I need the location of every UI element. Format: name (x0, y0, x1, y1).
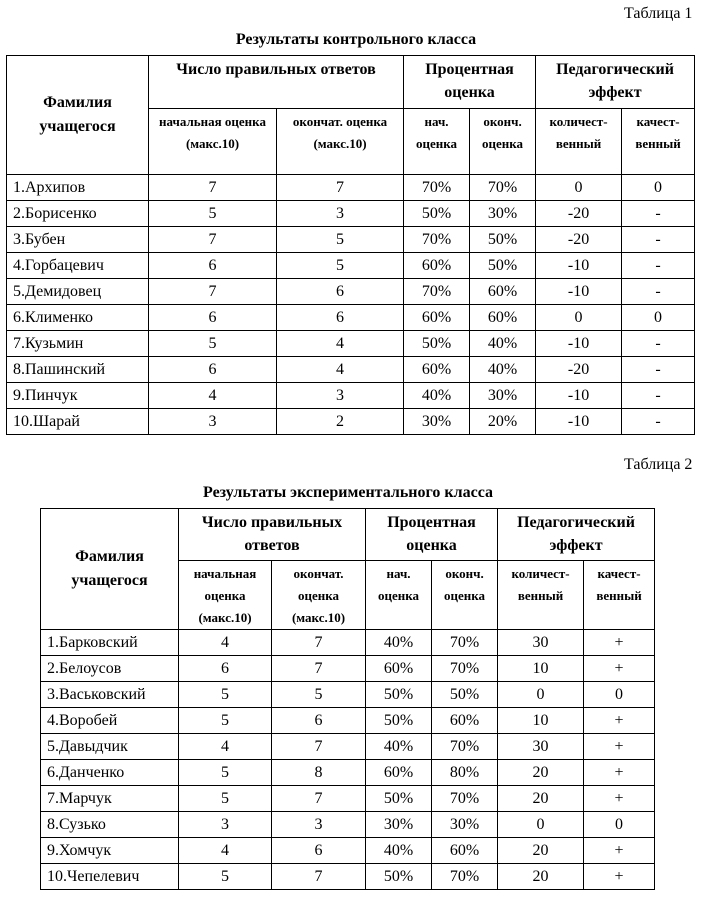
final-score-cell: 6 (277, 305, 404, 331)
initial-pct-cell: 50% (404, 331, 470, 357)
final-score-cell: 3 (272, 812, 366, 838)
initial-pct-cell: 50% (404, 201, 470, 227)
student-name-cell: 1.Архипов (7, 175, 149, 201)
qualitative-effect-cell: + (584, 708, 655, 734)
final-score-cell: 3 (277, 383, 404, 409)
quantitative-effect-cell: -20 (536, 357, 622, 383)
quantitative-effect-cell: 0 (498, 682, 584, 708)
final-pct-cell: 60% (470, 279, 536, 305)
qualitative-effect-cell: - (622, 357, 695, 383)
initial-pct-cell: 70% (404, 175, 470, 201)
qualitative-effect-cell: - (622, 409, 695, 435)
initial-pct-cell: 70% (404, 279, 470, 305)
student-name-cell: 5.Давыдчик (41, 734, 179, 760)
initial-score-cell: 5 (149, 201, 277, 227)
final-score-cell: 7 (272, 786, 366, 812)
student-name-cell: 3.Васьковский (41, 682, 179, 708)
header-quantitative: количест-венный (536, 109, 622, 175)
quantitative-effect-cell: -10 (536, 253, 622, 279)
student-name-cell: 6.Клименко (7, 305, 149, 331)
qualitative-effect-cell: 0 (584, 812, 655, 838)
header-initial-score: начальная оценка (макс.10) (179, 561, 272, 630)
initial-score-cell: 7 (149, 227, 277, 253)
student-name-cell: 7.Марчук (41, 786, 179, 812)
initial-score-cell: 4 (179, 630, 272, 656)
final-pct-cell: 50% (470, 227, 536, 253)
table-row (7, 357, 695, 383)
initial-score-cell: 4 (179, 838, 272, 864)
final-pct-cell: 50% (432, 682, 498, 708)
initial-pct-cell: 50% (366, 864, 432, 890)
initial-score-cell: 6 (149, 253, 277, 279)
initial-score-cell: 7 (149, 279, 277, 305)
final-pct-cell: 40% (470, 331, 536, 357)
header-qualitative: качест-венный (622, 109, 695, 175)
initial-score-cell: 4 (149, 383, 277, 409)
quantitative-effect-cell: -10 (536, 409, 622, 435)
final-pct-cell: 60% (470, 305, 536, 331)
initial-pct-cell: 40% (366, 838, 432, 864)
table-row (7, 175, 695, 201)
initial-score-cell: 5 (149, 331, 277, 357)
table-row (41, 864, 655, 890)
header-qualitative: качест-венный (584, 561, 655, 630)
qualitative-effect-cell: + (584, 630, 655, 656)
qualitative-effect-cell: 0 (622, 305, 695, 331)
student-name-cell: 1.Барковский (41, 630, 179, 656)
quantitative-effect-cell: -10 (536, 331, 622, 357)
student-name-cell: 3.Бубен (7, 227, 149, 253)
final-pct-cell: 60% (432, 838, 498, 864)
control-class-table (6, 55, 695, 435)
table1-number: Таблица 1 (624, 5, 693, 22)
final-score-cell: 6 (272, 708, 366, 734)
header-surname: Фамилия учащегося (41, 509, 179, 630)
final-score-cell: 6 (272, 838, 366, 864)
initial-pct-cell: 50% (366, 708, 432, 734)
initial-pct-cell: 30% (404, 409, 470, 435)
final-pct-cell: 20% (470, 409, 536, 435)
table-row (41, 760, 655, 786)
table-row (7, 253, 695, 279)
header-initial-score: начальная оценка (макс.10) (149, 109, 277, 175)
quantitative-effect-cell: 30 (498, 630, 584, 656)
qualitative-effect-cell: + (584, 734, 655, 760)
quantitative-effect-cell: -10 (536, 279, 622, 305)
initial-pct-cell: 50% (366, 682, 432, 708)
table-row (41, 682, 655, 708)
student-name-cell: 6.Данченко (41, 760, 179, 786)
quantitative-effect-cell: 0 (536, 305, 622, 331)
header-percent-score: Процентная оценка (404, 56, 536, 109)
initial-score-cell: 5 (179, 864, 272, 890)
initial-score-cell: 5 (179, 682, 272, 708)
header-final-score: окончат. оценка (макс.10) (272, 561, 366, 630)
final-score-cell: 5 (277, 227, 404, 253)
table-row (41, 630, 655, 656)
initial-score-cell: 5 (179, 786, 272, 812)
table-row (7, 279, 695, 305)
table-row (7, 227, 695, 253)
qualitative-effect-cell: + (584, 786, 655, 812)
qualitative-effect-cell: - (622, 227, 695, 253)
final-score-cell: 7 (272, 864, 366, 890)
initial-pct-cell: 60% (366, 760, 432, 786)
table2-title: Результаты экспериментального класса (203, 484, 493, 501)
initial-score-cell: 3 (149, 409, 277, 435)
final-score-cell: 6 (277, 279, 404, 305)
initial-score-cell: 4 (179, 734, 272, 760)
header-initial-pct: нач. оценка (404, 109, 470, 175)
quantitative-effect-cell: -10 (536, 383, 622, 409)
table-row (41, 786, 655, 812)
qualitative-effect-cell: - (622, 201, 695, 227)
final-pct-cell: 70% (432, 786, 498, 812)
header-quantitative: количест-венный (498, 561, 584, 630)
header-ped-effect: Педагогический эффект (498, 509, 655, 561)
final-score-cell: 7 (272, 656, 366, 682)
header-percent-score: Процентная оценка (366, 509, 498, 561)
final-score-cell: 7 (272, 734, 366, 760)
initial-pct-cell: 40% (366, 734, 432, 760)
quantitative-effect-cell: 30 (498, 734, 584, 760)
header-final-score: окончат. оценка (макс.10) (277, 109, 404, 175)
quantitative-effect-cell: 20 (498, 786, 584, 812)
table-row (41, 734, 655, 760)
student-name-cell: 10.Шарай (7, 409, 149, 435)
final-pct-cell: 40% (470, 357, 536, 383)
initial-pct-cell: 40% (366, 630, 432, 656)
initial-pct-cell: 60% (404, 253, 470, 279)
initial-score-cell: 5 (179, 760, 272, 786)
student-name-cell: 8.Пашинский (7, 357, 149, 383)
initial-score-cell: 5 (179, 708, 272, 734)
table-row (7, 305, 695, 331)
table-row (41, 812, 655, 838)
initial-pct-cell: 40% (404, 383, 470, 409)
experimental-class-table (40, 508, 655, 890)
header-correct-answers: Число правильных ответов (149, 56, 404, 109)
initial-pct-cell: 30% (366, 812, 432, 838)
qualitative-effect-cell: + (584, 760, 655, 786)
student-name-cell: 4.Воробей (41, 708, 179, 734)
qualitative-effect-cell: + (584, 656, 655, 682)
quantitative-effect-cell: 10 (498, 708, 584, 734)
initial-pct-cell: 60% (404, 357, 470, 383)
table-row (7, 409, 695, 435)
table2-number: Таблица 2 (624, 456, 693, 473)
initial-pct-cell: 70% (404, 227, 470, 253)
qualitative-effect-cell: + (584, 864, 655, 890)
final-score-cell: 8 (272, 760, 366, 786)
quantitative-effect-cell: 20 (498, 838, 584, 864)
table1-title: Результаты контрольного класса (235, 31, 477, 48)
final-score-cell: 5 (272, 682, 366, 708)
header-final-pct: оконч. оценка (432, 561, 498, 630)
qualitative-effect-cell: 0 (584, 682, 655, 708)
header-correct-answers: Число правильных ответов (179, 509, 366, 561)
header-final-pct: оконч. оценка (470, 109, 536, 175)
initial-pct-cell: 50% (366, 786, 432, 812)
header-initial-pct: нач. оценка (366, 561, 432, 630)
qualitative-effect-cell: 0 (622, 175, 695, 201)
final-pct-cell: 70% (432, 734, 498, 760)
table-row (7, 383, 695, 409)
qualitative-effect-cell: - (622, 331, 695, 357)
student-name-cell: 9.Пинчук (7, 383, 149, 409)
qualitative-effect-cell: - (622, 279, 695, 305)
final-pct-cell: 30% (470, 383, 536, 409)
quantitative-effect-cell: 20 (498, 760, 584, 786)
quantitative-effect-cell: 10 (498, 656, 584, 682)
initial-pct-cell: 60% (366, 656, 432, 682)
final-score-cell: 2 (277, 409, 404, 435)
final-score-cell: 4 (277, 357, 404, 383)
header-surname: Фамилия учащегося (7, 56, 149, 175)
initial-score-cell: 7 (149, 175, 277, 201)
final-pct-cell: 30% (432, 812, 498, 838)
final-score-cell: 7 (272, 630, 366, 656)
student-name-cell: 5.Демидовец (7, 279, 149, 305)
quantitative-effect-cell: -20 (536, 201, 622, 227)
table-row (41, 838, 655, 864)
student-name-cell: 7.Кузьмин (7, 331, 149, 357)
table-row (7, 201, 695, 227)
final-pct-cell: 70% (470, 175, 536, 201)
table-row (7, 331, 695, 357)
qualitative-effect-cell: - (622, 253, 695, 279)
final-score-cell: 4 (277, 331, 404, 357)
student-name-cell: 9.Хомчук (41, 838, 179, 864)
final-score-cell: 3 (277, 201, 404, 227)
qualitative-effect-cell: + (584, 838, 655, 864)
final-pct-cell: 60% (432, 708, 498, 734)
student-name-cell: 4.Горбацевич (7, 253, 149, 279)
student-name-cell: 10.Чепелевич (41, 864, 179, 890)
initial-score-cell: 6 (179, 656, 272, 682)
quantitative-effect-cell: 0 (536, 175, 622, 201)
final-pct-cell: 70% (432, 864, 498, 890)
final-pct-cell: 70% (432, 630, 498, 656)
qualitative-effect-cell: - (622, 383, 695, 409)
final-pct-cell: 70% (432, 656, 498, 682)
final-pct-cell: 80% (432, 760, 498, 786)
initial-score-cell: 6 (149, 305, 277, 331)
final-pct-cell: 30% (470, 201, 536, 227)
table-row (41, 656, 655, 682)
initial-score-cell: 3 (179, 812, 272, 838)
final-score-cell: 7 (277, 175, 404, 201)
table-row (41, 708, 655, 734)
header-ped-effect: Педагогический эффект (536, 56, 695, 109)
initial-score-cell: 6 (149, 357, 277, 383)
quantitative-effect-cell: 0 (498, 812, 584, 838)
final-score-cell: 5 (277, 253, 404, 279)
student-name-cell: 2.Борисенко (7, 201, 149, 227)
quantitative-effect-cell: -20 (536, 227, 622, 253)
initial-pct-cell: 60% (404, 305, 470, 331)
quantitative-effect-cell: 20 (498, 864, 584, 890)
student-name-cell: 8.Сузько (41, 812, 179, 838)
final-pct-cell: 50% (470, 253, 536, 279)
student-name-cell: 2.Белоусов (41, 656, 179, 682)
